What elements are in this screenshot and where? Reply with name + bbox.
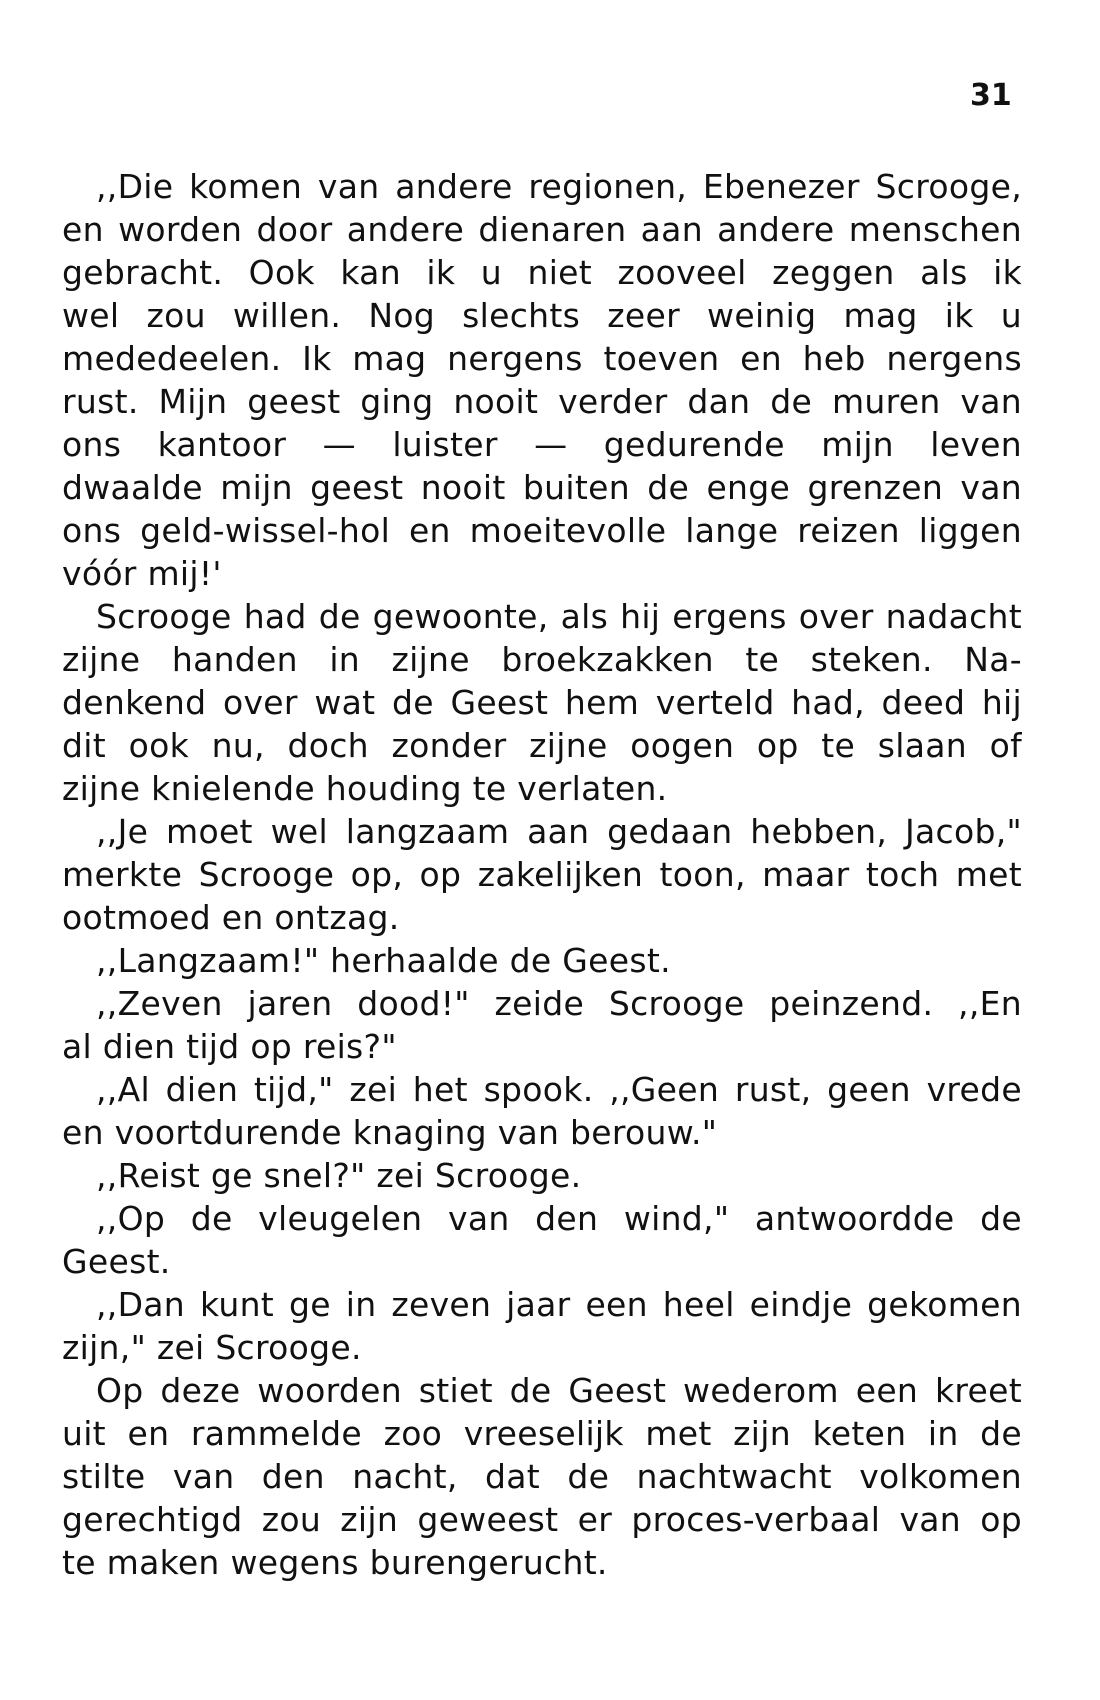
- text-line: zijne handen in zijne broekzakken te steken. Na-: [62, 640, 1022, 679]
- text-line: zijne knielende houding te verlaten.: [62, 769, 668, 808]
- text-line: merkte Scrooge op, op zakelijken toon, maar toch met: [62, 855, 1022, 894]
- text-line: zijn," zei Scrooge.: [62, 1328, 362, 1367]
- text-line: en voortdurende knaging van berouw.": [62, 1113, 718, 1152]
- text-line: ,,Reist ge snel?" zei Scrooge.: [96, 1156, 582, 1195]
- text-line: Geest.: [62, 1242, 171, 1281]
- text-line: ,,Die komen van andere regionen, Ebenezer Scrooge,: [96, 167, 1022, 206]
- text-line: ,,Zeven jaren dood!" zeide Scrooge peinzend. ,,En: [96, 984, 1022, 1023]
- text-line: ,,Je moet wel langzaam aan gedaan hebben, Jacob,": [96, 812, 1022, 851]
- page-number: 31: [970, 78, 1012, 113]
- text-line: dwaalde mijn geest nooit buiten de enge grenzen van: [62, 468, 1022, 507]
- text-line: ,,Langzaam!" herhaalde de Geest.: [96, 941, 671, 980]
- text-line: Scrooge had de gewoonte, als hij ergens over nadacht: [96, 597, 1022, 636]
- text-line: gerechtigd zou zijn geweest er proces-verbaal van op: [62, 1500, 1022, 1539]
- text-line: te maken wegens burengerucht.: [62, 1543, 608, 1582]
- text-line: ons geld-wissel-hol en moeitevolle lange reizen liggen: [62, 511, 1022, 550]
- text-line: denkend over wat de Geest hem verteld had, deed hij: [62, 683, 1022, 722]
- text-line: stilte van den nacht, dat de nachtwacht volkomen: [62, 1457, 1022, 1496]
- text-line: wel zou willen. Nog slechts zeer weinig mag ik u: [62, 296, 1022, 335]
- text-line: ootmoed en ontzag.: [62, 898, 400, 937]
- text-line: ,,Al dien tijd," zei het spook. ,,Geen rust, geen vrede: [96, 1070, 1022, 1109]
- text-line: gebracht. Ook kan ik u niet zooveel zeggen als ik: [62, 253, 1022, 292]
- text-line: en worden door andere dienaren aan andere menschen: [62, 210, 1022, 249]
- text-line: mededeelen. Ik mag nergens toeven en heb nergens: [62, 339, 1022, 378]
- text-line: uit en rammelde zoo vreeselijk met zijn keten in de: [62, 1414, 1022, 1453]
- text-line: dit ook nu, doch zonder zijne oogen op te slaan of: [62, 726, 1022, 765]
- text-line: vóór mij!': [62, 554, 222, 593]
- text-line: ,,Dan kunt ge in zeven jaar een heel eindje gekomen: [96, 1285, 1022, 1324]
- text-line: Op deze woorden stiet de Geest wederom een kreet: [96, 1371, 1022, 1410]
- body-text: [62, 165, 1022, 1584]
- text-line: rust. Mijn geest ging nooit verder dan de muren van: [62, 382, 1022, 421]
- text-line: ons kantoor — luister — gedurende mijn leven: [62, 425, 1022, 464]
- text-line: ,,Op de vleugelen van den wind," antwoordde de: [96, 1199, 1022, 1238]
- text-line: al dien tijd op reis?": [62, 1027, 397, 1066]
